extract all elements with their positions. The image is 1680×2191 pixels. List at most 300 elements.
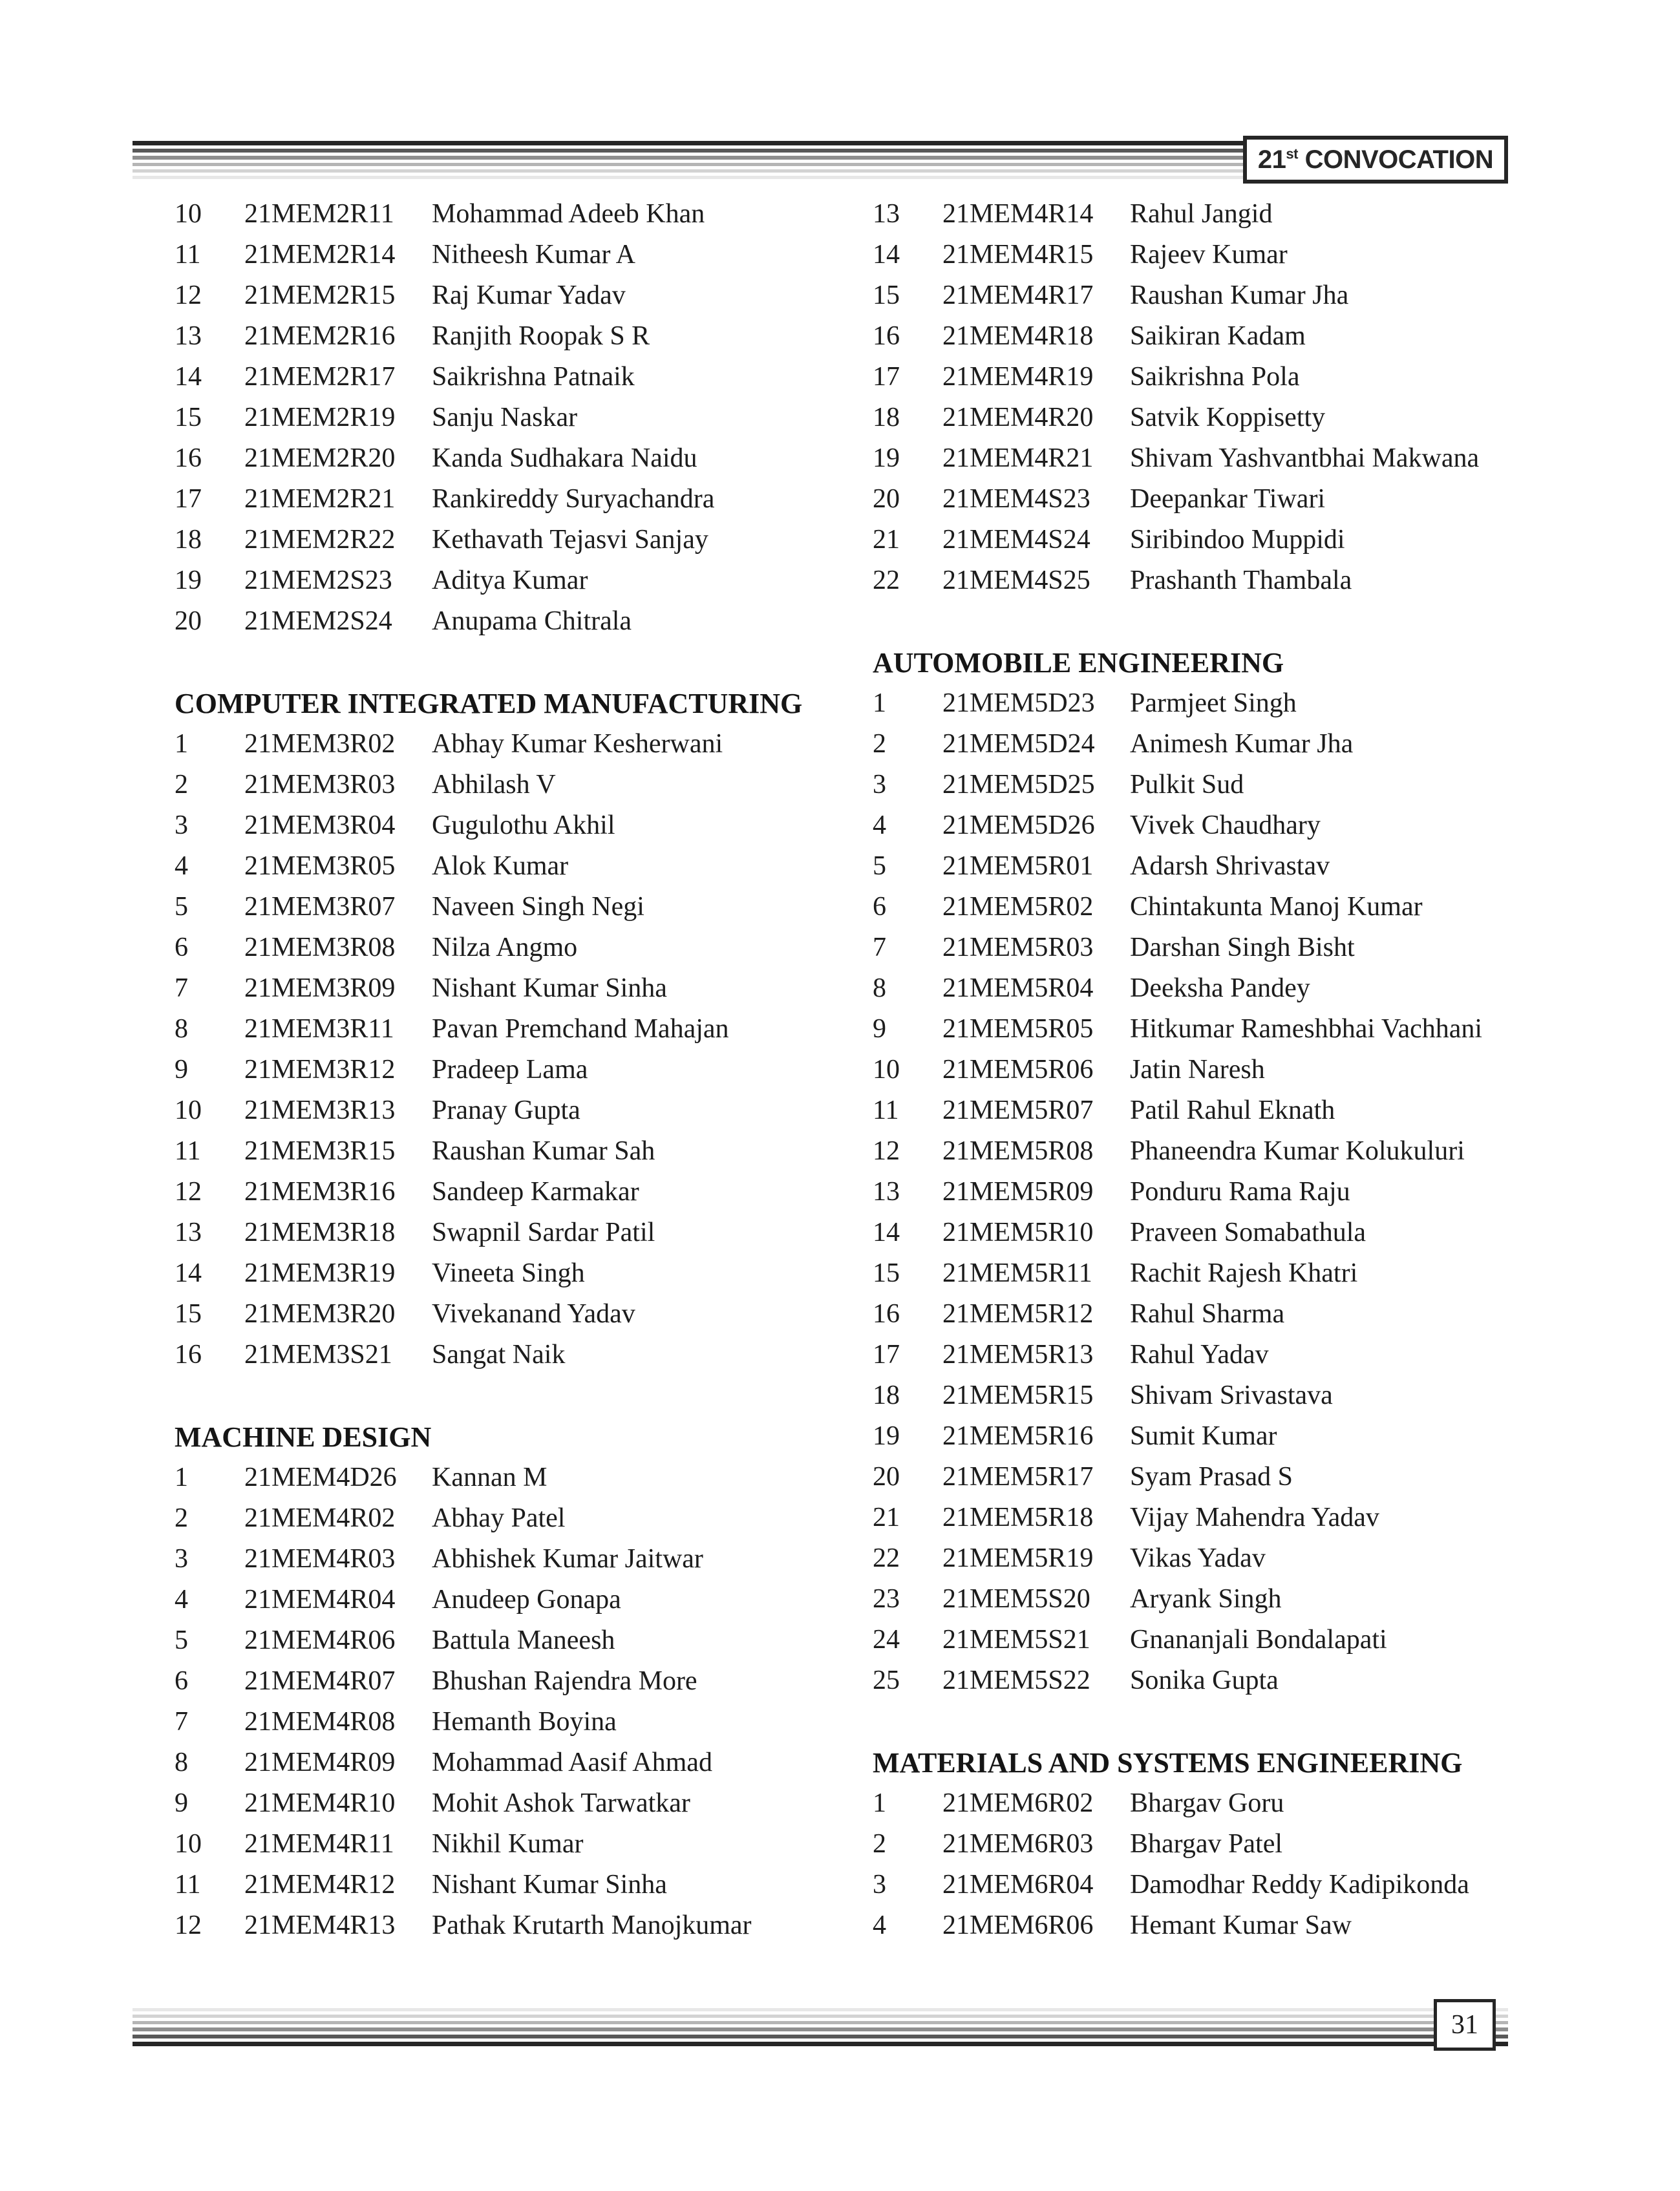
roll-number: 21MEM2S23 xyxy=(244,566,392,595)
student-row xyxy=(873,1660,1635,1701)
student-name: Rahul Jangid xyxy=(1130,199,1273,229)
roll-number: 21MEM5D25 xyxy=(942,770,1095,799)
roll-number: 21MEM4R21 xyxy=(942,443,1094,473)
roll-number: 21MEM4R04 xyxy=(244,1585,396,1614)
roll-number: 21MEM5R19 xyxy=(942,1543,1094,1573)
student-row xyxy=(175,1172,860,1212)
serial-number: 19 xyxy=(873,1421,900,1451)
student-name: Rankireddy Suryachandra xyxy=(432,484,715,514)
student-list xyxy=(873,1783,1635,1946)
roll-number: 21MEM4R15 xyxy=(942,240,1094,270)
student-name: Jatin Naresh xyxy=(1130,1055,1265,1085)
student-row xyxy=(175,397,860,438)
serial-number: 15 xyxy=(873,1258,900,1288)
roll-number: 21MEM2S24 xyxy=(244,606,392,636)
roll-number: 21MEM4S23 xyxy=(942,484,1090,514)
student-row xyxy=(175,479,860,520)
roll-number: 21MEM5R10 xyxy=(942,1218,1094,1247)
student-name: Rajeev Kumar xyxy=(1130,240,1288,270)
student-name: Hemanth Boyina xyxy=(432,1707,617,1737)
roll-number: 21MEM3R11 xyxy=(244,1014,394,1044)
student-row xyxy=(175,1539,860,1580)
section-heading: MATERIALS AND SYSTEMS ENGINEERING xyxy=(873,1747,1463,1779)
serial-number: 17 xyxy=(175,484,202,514)
student-row xyxy=(175,1090,860,1131)
student-row xyxy=(175,1050,860,1090)
student-row xyxy=(175,1620,860,1661)
roll-number: 21MEM3R09 xyxy=(244,973,396,1003)
roll-number: 21MEM6R02 xyxy=(942,1788,1094,1818)
serial-number: 19 xyxy=(175,566,202,595)
roll-number: 21MEM5R08 xyxy=(942,1136,1094,1166)
serial-number: 4 xyxy=(873,810,886,840)
serial-number: 16 xyxy=(175,443,202,473)
student-row xyxy=(873,1335,1635,1375)
student-name: Vivekanand Yadav xyxy=(432,1299,635,1329)
student-row xyxy=(175,927,860,968)
serial-number: 11 xyxy=(175,240,201,270)
serial-number: 2 xyxy=(873,729,886,759)
serial-number: 20 xyxy=(873,484,900,514)
student-row xyxy=(175,601,860,642)
student-row xyxy=(175,560,860,601)
student-row xyxy=(873,194,1635,235)
student-row xyxy=(175,1212,860,1253)
serial-number: 15 xyxy=(873,280,900,310)
student-name: Kannan M xyxy=(432,1463,548,1492)
student-row xyxy=(175,846,860,887)
student-row xyxy=(175,1783,860,1824)
serial-number: 14 xyxy=(873,1218,900,1247)
serial-number: 10 xyxy=(175,1096,202,1125)
student-row xyxy=(175,1702,860,1742)
student-row xyxy=(873,765,1635,805)
student-list xyxy=(873,194,1635,601)
serial-number: 3 xyxy=(175,810,188,840)
serial-number: 2 xyxy=(175,1503,188,1533)
student-name: Aryank Singh xyxy=(1130,1584,1282,1614)
roll-number: 21MEM4R12 xyxy=(244,1870,396,1900)
student-row xyxy=(873,520,1635,560)
student-row xyxy=(873,968,1635,1009)
serial-number: 20 xyxy=(873,1462,900,1492)
student-name: Ranjith Roopak S R xyxy=(432,321,650,351)
serial-number: 17 xyxy=(873,1340,900,1370)
serial-number: 5 xyxy=(873,851,886,881)
student-name: Nishant Kumar Sinha xyxy=(432,973,667,1003)
student-name: Shivam Yashvantbhai Makwana xyxy=(1130,443,1480,473)
roll-number: 21MEM5S21 xyxy=(942,1625,1090,1655)
student-name: Satvik Koppisetty xyxy=(1130,403,1326,432)
student-name: Pavan Premchand Mahajan xyxy=(432,1014,729,1044)
serial-number: 3 xyxy=(873,1870,886,1900)
student-list xyxy=(175,724,860,1375)
serial-number: 13 xyxy=(873,1177,900,1207)
divider-line xyxy=(133,2027,1508,2031)
student-row xyxy=(175,1009,860,1050)
roll-number: 21MEM4R14 xyxy=(942,199,1094,229)
student-name: Pathak Krutarth Manojkumar xyxy=(432,1911,752,1940)
serial-number: 9 xyxy=(175,1788,188,1818)
divider-line xyxy=(133,2021,1508,2024)
student-row xyxy=(175,765,860,805)
roll-number: 21MEM2R20 xyxy=(244,443,396,473)
student-row xyxy=(175,1294,860,1335)
section-heading: AUTOMOBILE ENGINEERING xyxy=(873,647,1284,679)
student-row xyxy=(873,1253,1635,1294)
serial-number: 9 xyxy=(873,1014,886,1044)
student-name: Saikrishna Pola xyxy=(1130,362,1300,392)
degree-section xyxy=(873,194,1635,601)
degree-section xyxy=(175,683,860,1375)
student-name: Nikhil Kumar xyxy=(432,1829,584,1859)
student-row xyxy=(873,397,1635,438)
student-row xyxy=(175,1335,860,1375)
student-row xyxy=(873,1824,1635,1865)
student-name: Anudeep Gonapa xyxy=(432,1585,621,1614)
serial-number: 3 xyxy=(873,770,886,799)
serial-number: 9 xyxy=(175,1055,188,1085)
student-name: Patil Rahul Eknath xyxy=(1130,1096,1335,1125)
serial-number: 12 xyxy=(175,1911,202,1940)
student-row xyxy=(873,1905,1635,1946)
student-row xyxy=(873,1865,1635,1905)
serial-number: 23 xyxy=(873,1584,900,1614)
page-number-box xyxy=(1434,1999,1496,2051)
student-row xyxy=(873,275,1635,316)
serial-number: 1 xyxy=(873,688,886,718)
student-row xyxy=(873,1009,1635,1050)
serial-number: 11 xyxy=(175,1136,201,1166)
student-name: Alok Kumar xyxy=(432,851,569,881)
student-row xyxy=(175,1498,860,1539)
student-name: Deepankar Tiwari xyxy=(1130,484,1326,514)
roll-number: 21MEM5R09 xyxy=(942,1177,1094,1207)
degree-section xyxy=(873,642,1635,1701)
student-name: Naveen Singh Negi xyxy=(432,892,644,922)
student-name: Chintakunta Manoj Kumar xyxy=(1130,892,1423,922)
left-column xyxy=(175,194,860,1946)
student-row xyxy=(175,968,860,1009)
student-name: Parmjeet Singh xyxy=(1130,688,1297,718)
roll-number: 21MEM4R06 xyxy=(244,1625,396,1655)
serial-number: 5 xyxy=(175,892,188,922)
convocation-banner xyxy=(1243,136,1508,184)
student-name: Swapnil Sardar Patil xyxy=(432,1218,655,1247)
student-name: Abhay Patel xyxy=(432,1503,566,1533)
roll-number: 21MEM3R04 xyxy=(244,810,396,840)
serial-number: 24 xyxy=(873,1625,900,1655)
convocation-title-ordinal: st xyxy=(1286,145,1298,162)
serial-number: 11 xyxy=(175,1870,201,1900)
serial-number: 1 xyxy=(873,1788,886,1818)
student-name: Kethavath Tejasvi Sanjay xyxy=(432,525,708,555)
student-name: Syam Prasad S xyxy=(1130,1462,1293,1492)
serial-number: 8 xyxy=(175,1748,188,1777)
section-heading: MACHINE DESIGN xyxy=(175,1421,432,1453)
serial-number: 18 xyxy=(175,525,202,555)
roll-number: 21MEM4S25 xyxy=(942,566,1090,595)
roll-number: 21MEM3R16 xyxy=(244,1177,396,1207)
student-row xyxy=(175,438,860,479)
roll-number: 21MEM3R12 xyxy=(244,1055,396,1085)
roll-number: 21MEM2R19 xyxy=(244,403,396,432)
student-row xyxy=(873,1416,1635,1457)
roll-number: 21MEM6R04 xyxy=(942,1870,1094,1900)
student-row xyxy=(873,1538,1635,1579)
serial-number: 6 xyxy=(873,892,886,922)
student-row xyxy=(175,1824,860,1865)
roll-number: 21MEM4R10 xyxy=(244,1788,396,1818)
student-row xyxy=(175,805,860,846)
roll-number: 21MEM3R15 xyxy=(244,1136,396,1166)
student-name: Praveen Somabathula xyxy=(1130,1218,1366,1247)
student-row xyxy=(873,805,1635,846)
student-name: Shivam Srivastava xyxy=(1130,1381,1333,1410)
student-row xyxy=(873,1172,1635,1212)
student-name: Bhargav Goru xyxy=(1130,1788,1284,1818)
student-row xyxy=(873,887,1635,927)
serial-number: 8 xyxy=(175,1014,188,1044)
student-name: Raushan Kumar Sah xyxy=(432,1136,655,1166)
serial-number: 13 xyxy=(175,321,202,351)
roll-number: 21MEM5D26 xyxy=(942,810,1095,840)
student-row xyxy=(175,1865,860,1905)
student-row xyxy=(175,520,860,560)
student-name: Damodhar Reddy Kadipikonda xyxy=(1130,1870,1469,1900)
serial-number: 12 xyxy=(175,1177,202,1207)
student-row xyxy=(175,1131,860,1172)
student-name: Rahul Yadav xyxy=(1130,1340,1269,1370)
divider-line xyxy=(133,2008,1508,2011)
divider-line xyxy=(133,2035,1508,2038)
serial-number: 4 xyxy=(873,1911,886,1940)
serial-number: 18 xyxy=(873,1381,900,1410)
serial-number: 10 xyxy=(175,199,202,229)
roll-number: 21MEM4R20 xyxy=(942,403,1094,432)
student-name: Sandeep Karmakar xyxy=(432,1177,639,1207)
roll-number: 21MEM4R11 xyxy=(244,1829,394,1859)
student-row xyxy=(873,357,1635,397)
student-row xyxy=(175,1661,860,1702)
roll-number: 21MEM2R11 xyxy=(244,199,394,229)
student-name: Mohit Ashok Tarwatkar xyxy=(432,1788,690,1818)
serial-number: 16 xyxy=(873,1299,900,1329)
student-row xyxy=(175,1742,860,1783)
roll-number: 21MEM2R15 xyxy=(244,280,396,310)
student-name: Bhargav Patel xyxy=(1130,1829,1283,1859)
student-row xyxy=(873,1620,1635,1660)
roll-number: 21MEM2R22 xyxy=(244,525,396,555)
student-name: Sumit Kumar xyxy=(1130,1421,1277,1451)
student-name: Pradeep Lama xyxy=(432,1055,588,1085)
roll-number: 21MEM3R05 xyxy=(244,851,396,881)
roll-number: 21MEM4D26 xyxy=(244,1463,397,1492)
student-name: Vineeta Singh xyxy=(432,1258,585,1288)
degree-section xyxy=(873,1742,1635,1946)
roll-number: 21MEM5R13 xyxy=(942,1340,1094,1370)
serial-number: 1 xyxy=(175,729,188,759)
roll-number: 21MEM6R06 xyxy=(942,1911,1094,1940)
student-row xyxy=(873,479,1635,520)
page-number: 31 xyxy=(1451,2010,1478,2040)
roll-number: 21MEM4R02 xyxy=(244,1503,396,1533)
roll-number: 21MEM3R18 xyxy=(244,1218,396,1247)
roll-number: 21MEM4R17 xyxy=(942,280,1094,310)
roll-number: 21MEM4R08 xyxy=(244,1707,396,1737)
roll-number: 21MEM5R18 xyxy=(942,1503,1094,1532)
student-name: Pulkit Sud xyxy=(1130,770,1244,799)
serial-number: 6 xyxy=(175,933,188,962)
serial-number: 14 xyxy=(175,1258,202,1288)
serial-number: 5 xyxy=(175,1625,188,1655)
student-row xyxy=(175,1580,860,1620)
degree-section xyxy=(175,1417,860,1946)
roll-number: 21MEM4R07 xyxy=(244,1666,396,1696)
roll-number: 21MEM6R03 xyxy=(942,1829,1094,1859)
roll-number: 21MEM3R02 xyxy=(244,729,396,759)
roll-number: 21MEM2R14 xyxy=(244,240,396,270)
serial-number: 4 xyxy=(175,851,188,881)
roll-number: 21MEM4R19 xyxy=(942,362,1094,392)
student-name: Hitkumar Rameshbhai Vachhani xyxy=(1130,1014,1483,1044)
serial-number: 19 xyxy=(873,443,900,473)
student-row xyxy=(175,724,860,765)
roll-number: 21MEM5R02 xyxy=(942,892,1094,922)
roll-number: 21MEM5D24 xyxy=(942,729,1095,759)
student-name: Saikrishna Patnaik xyxy=(432,362,635,392)
student-row xyxy=(873,438,1635,479)
roll-number: 21MEM4R18 xyxy=(942,321,1094,351)
roll-number: 21MEM4R09 xyxy=(244,1748,396,1777)
student-name: Deeksha Pandey xyxy=(1130,973,1310,1003)
serial-number: 20 xyxy=(175,606,202,636)
serial-number: 18 xyxy=(873,403,900,432)
student-name: Prashanth Thambala xyxy=(1130,566,1352,595)
serial-number: 14 xyxy=(873,240,900,270)
roll-number: 21MEM4R03 xyxy=(244,1544,396,1574)
roll-number: 21MEM5D23 xyxy=(942,688,1095,718)
serial-number: 16 xyxy=(175,1340,202,1370)
convocation-title-text: CONVOCATION xyxy=(1297,145,1494,174)
student-list xyxy=(873,683,1635,1701)
student-row xyxy=(873,235,1635,275)
serial-number: 1 xyxy=(175,1463,188,1492)
student-name: Aditya Kumar xyxy=(432,566,588,595)
student-row xyxy=(873,1212,1635,1253)
student-name: Rahul Sharma xyxy=(1130,1299,1285,1329)
serial-number: 12 xyxy=(873,1136,900,1166)
serial-number: 11 xyxy=(873,1096,899,1125)
serial-number: 12 xyxy=(175,280,202,310)
roll-number: 21MEM3R19 xyxy=(244,1258,396,1288)
divider-line xyxy=(133,2015,1508,2018)
student-row xyxy=(873,1457,1635,1498)
student-list xyxy=(175,194,860,642)
roll-number: 21MEM5S22 xyxy=(942,1666,1090,1695)
convocation-title xyxy=(1258,145,1493,175)
serial-number: 4 xyxy=(175,1585,188,1614)
roll-number: 21MEM5R17 xyxy=(942,1462,1094,1492)
student-row xyxy=(175,1905,860,1946)
serial-number: 2 xyxy=(873,1829,886,1859)
roll-number: 21MEM5R16 xyxy=(942,1421,1094,1451)
serial-number: 17 xyxy=(873,362,900,392)
serial-number: 8 xyxy=(873,973,886,1003)
section-heading: COMPUTER INTEGRATED MANUFACTURING xyxy=(175,688,803,719)
student-name: Vivek Chaudhary xyxy=(1130,810,1321,840)
student-name: Phaneendra Kumar Kolukuluri xyxy=(1130,1136,1465,1166)
student-row xyxy=(175,275,860,316)
serial-number: 6 xyxy=(175,1666,188,1696)
student-list xyxy=(175,1457,860,1946)
roll-number: 21MEM5S20 xyxy=(942,1584,1090,1614)
student-name: Pranay Gupta xyxy=(432,1096,580,1125)
serial-number: 13 xyxy=(175,1218,202,1247)
roll-number: 21MEM3R07 xyxy=(244,892,396,922)
serial-number: 15 xyxy=(175,403,202,432)
roll-number: 21MEM5R11 xyxy=(942,1258,1092,1288)
roll-number: 21MEM3S21 xyxy=(244,1340,392,1370)
student-row xyxy=(873,724,1635,765)
serial-number: 7 xyxy=(873,933,886,962)
roll-number: 21MEM2R17 xyxy=(244,362,396,392)
student-name: Nilza Angmo xyxy=(432,933,578,962)
student-name: Battula Maneesh xyxy=(432,1625,615,1655)
roll-number: 21MEM5R15 xyxy=(942,1381,1094,1410)
student-name: Bhushan Rajendra More xyxy=(432,1666,697,1696)
student-row xyxy=(873,1131,1635,1172)
student-name: Mohammad Adeeb Khan xyxy=(432,199,705,229)
student-row xyxy=(873,1498,1635,1538)
roll-number: 21MEM5R04 xyxy=(942,973,1094,1003)
student-name: Nishant Kumar Sinha xyxy=(432,1870,667,1900)
student-row xyxy=(175,1253,860,1294)
roll-number: 21MEM5R03 xyxy=(942,933,1094,962)
roll-number: 21MEM3R13 xyxy=(244,1096,396,1125)
serial-number: 2 xyxy=(175,770,188,799)
roll-number: 21MEM4R13 xyxy=(244,1911,396,1940)
convocation-title-number: 21 xyxy=(1257,145,1286,174)
serial-number: 15 xyxy=(175,1299,202,1329)
serial-number: 10 xyxy=(873,1055,900,1085)
student-row xyxy=(873,1050,1635,1090)
roll-number: 21MEM2R21 xyxy=(244,484,396,514)
serial-number: 21 xyxy=(873,525,900,555)
student-name: Ponduru Rama Raju xyxy=(1130,1177,1350,1207)
student-name: Saikiran Kadam xyxy=(1130,321,1306,351)
student-name: Animesh Kumar Jha xyxy=(1130,729,1354,759)
student-row xyxy=(873,1294,1635,1335)
roll-number: 21MEM3R03 xyxy=(244,770,396,799)
roll-number: 21MEM5R12 xyxy=(942,1299,1094,1329)
student-name: Mohammad Aasif Ahmad xyxy=(432,1748,712,1777)
serial-number: 21 xyxy=(873,1503,900,1532)
student-name: Rachit Rajesh Khatri xyxy=(1130,1258,1358,1288)
student-name: Raushan Kumar Jha xyxy=(1130,280,1349,310)
student-name: Gnananjali Bondalapati xyxy=(1130,1625,1387,1655)
student-row xyxy=(873,316,1635,357)
student-name: Sanju Naskar xyxy=(432,403,578,432)
student-row xyxy=(175,235,860,275)
footer-divider-lines xyxy=(133,2008,1508,2046)
student-name: Nitheesh Kumar A xyxy=(432,240,635,270)
serial-number: 13 xyxy=(873,199,900,229)
student-row xyxy=(873,560,1635,601)
student-row xyxy=(175,357,860,397)
serial-number: 22 xyxy=(873,566,900,595)
student-row xyxy=(175,316,860,357)
